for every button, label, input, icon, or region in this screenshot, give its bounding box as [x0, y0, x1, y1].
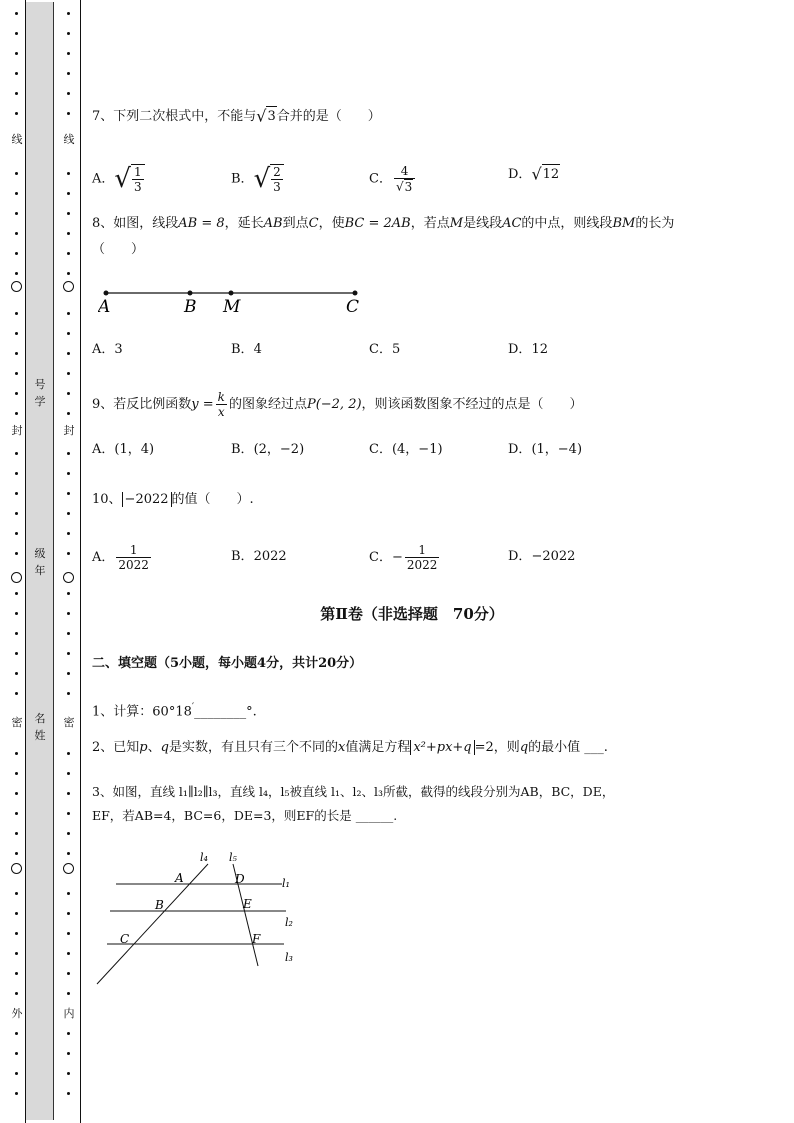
- binding-dot: [67, 172, 70, 175]
- seal-char: 外: [11, 1007, 23, 1020]
- q9-option-b: B．(2，−2): [231, 442, 305, 457]
- binding-dot: [67, 392, 70, 395]
- label-l5: l₅: [229, 851, 237, 864]
- binding-dot: [15, 652, 18, 655]
- binding-dot: [67, 192, 70, 195]
- binding-dot: [67, 692, 70, 695]
- label-l4: l₄: [200, 851, 208, 864]
- binding-dot: [15, 632, 18, 635]
- binding-dot: [15, 32, 18, 35]
- binding-dot: [15, 252, 18, 255]
- binding-dot: [15, 912, 18, 915]
- label-a: A: [98, 297, 111, 317]
- q9-option-c: C．(4，−1): [369, 442, 443, 457]
- binding-dot: [67, 472, 70, 475]
- q7-option-a: A．√ $\frac{1}{3}$: [92, 164, 145, 194]
- seal-char: 内: [63, 1007, 75, 1020]
- binding-dot: [67, 832, 70, 835]
- binding-dot: [15, 52, 18, 55]
- binding-dot: [15, 192, 18, 195]
- point-a: [104, 291, 109, 296]
- binding-dot: [15, 852, 18, 855]
- binding-dot: [67, 92, 70, 95]
- q8-option-a: A．3: [92, 342, 123, 357]
- binding-dot: [15, 492, 18, 495]
- binding-dot: [15, 1092, 18, 1095]
- binding-dot: [67, 592, 70, 595]
- point-c: [353, 291, 358, 296]
- binding-circle: [11, 863, 22, 874]
- binding-circle: [11, 572, 22, 583]
- binding-dot: [15, 752, 18, 755]
- q9-option-a: A．(1，4): [92, 442, 155, 457]
- exam-content: [92, 0, 772, 1123]
- segment-figure: [98, 280, 368, 320]
- seal-char: 密: [11, 716, 23, 729]
- q10-option-a: A． $\frac{1}{2022}$: [92, 543, 149, 572]
- binding-dot: [67, 932, 70, 935]
- binding-dot: [67, 372, 70, 375]
- binding-dot: [67, 52, 70, 55]
- binding-dot: [67, 72, 70, 75]
- binding-dot: [67, 532, 70, 535]
- binding-dot: [67, 1072, 70, 1075]
- label-point-c: C: [120, 932, 130, 946]
- binding-dot: [67, 492, 70, 495]
- label-point-a: A: [175, 871, 184, 885]
- seal-char: 线: [11, 133, 23, 146]
- fill-question-2: 2、已知p、q是实数，有且只有三个不同的x值满足方程 x²+px+q =2，则q的最小值 ___.: [92, 740, 608, 755]
- q10-option-c: C．− $\frac{1}{2022}$: [369, 543, 438, 572]
- student-id-label: 号 学: [34, 378, 46, 408]
- binding-dot: [15, 692, 18, 695]
- binding-dot: [15, 472, 18, 475]
- q7-option-b: B．√ $\frac{2}{3}$: [231, 164, 284, 194]
- q10-option-b: B．2022: [231, 549, 287, 564]
- binding-dot: [15, 332, 18, 335]
- binding-dot: [15, 272, 18, 275]
- q8-option-d: D．12: [508, 342, 548, 357]
- binding-dot: [67, 112, 70, 115]
- binding-dot: [15, 232, 18, 235]
- question-7: 7、下列二次根式中，不能与√3合并的是（ ）: [92, 106, 381, 126]
- label-c: C: [346, 297, 360, 317]
- binding-dot: [67, 812, 70, 815]
- label-point-e: E: [243, 897, 252, 911]
- fill-question-3-line2: EF，若AB=4，BC=6，DE=3，则EF的长是 ______.: [92, 808, 398, 823]
- binding-dot: [67, 972, 70, 975]
- absolute-value: −2022: [122, 492, 172, 507]
- binding-dot: [15, 892, 18, 895]
- binding-dot: [15, 812, 18, 815]
- binding-dot: [67, 912, 70, 915]
- binding-dot: [15, 672, 18, 675]
- binding-dot: [67, 792, 70, 795]
- binding-inner-line: [80, 0, 81, 1123]
- binding-dot: [15, 612, 18, 615]
- binding-dot: [67, 212, 70, 215]
- label-l2: l₂: [285, 916, 293, 929]
- binding-dot: [67, 652, 70, 655]
- label-l1: l₁: [282, 877, 290, 890]
- fill-question-1: 1、计算：60°18′________°.: [92, 702, 257, 720]
- label-point-d: D: [235, 872, 245, 886]
- seal-char: 封: [63, 424, 75, 437]
- binding-dot: [15, 932, 18, 935]
- binding-dot: [15, 952, 18, 955]
- binding-dot: [67, 1032, 70, 1035]
- binding-dot: [67, 252, 70, 255]
- binding-dot: [67, 512, 70, 515]
- binding-dot: [15, 1032, 18, 1035]
- seal-char: 线: [63, 133, 75, 146]
- binding-dot: [15, 592, 18, 595]
- binding-circle: [63, 281, 74, 292]
- q7-option-c: C． $\frac{4}{√3}$: [369, 164, 417, 194]
- binding-circle: [11, 281, 22, 292]
- binding-dot: [67, 992, 70, 995]
- binding-dot: [15, 772, 18, 775]
- binding-dot: [67, 852, 70, 855]
- q9-option-d: D．(1，−4): [508, 442, 583, 457]
- binding-dot: [67, 892, 70, 895]
- binding-dot: [67, 632, 70, 635]
- q8-option-b: B．4: [231, 342, 262, 357]
- binding-dot: [15, 12, 18, 15]
- binding-dot: [15, 112, 18, 115]
- binding-margin: [0, 0, 82, 1123]
- binding-dot: [67, 272, 70, 275]
- q7-option-d: D．√12: [508, 164, 560, 184]
- binding-dot: [15, 412, 18, 415]
- question-10: 10、 −2022 的值（ ）.: [92, 492, 254, 507]
- seal-char: 封: [11, 424, 23, 437]
- binding-dot: [67, 1052, 70, 1055]
- binding-dot: [15, 1052, 18, 1055]
- binding-dot: [67, 752, 70, 755]
- label-m: M: [223, 297, 241, 317]
- binding-dot: [15, 552, 18, 555]
- binding-dot: [67, 312, 70, 315]
- fill-question-3: 3、如图，直线 l₁∥l₂∥l₃，直线 l₄，l₅被直线 l₁、l₂、l₃所截，截得的线段分别为AB，BC，DE，: [92, 784, 615, 799]
- point-b: [188, 291, 193, 296]
- question-9: 9、若反比例函数y = $\frac{k}{x}$ 的图象经过点P(−2, 2)，则该函数图象不经过的点是（ ）: [92, 390, 583, 419]
- label-b: B: [184, 297, 197, 317]
- label-point-f: F: [252, 932, 261, 946]
- question-8: 8、如图，线段AB = 8，延长AB到点C，使BC = 2AB，若点M是线段AC的中点，则线段BM的长为: [92, 216, 675, 231]
- inner-dotted-seal-line: [62, 0, 76, 1123]
- binding-dot: [15, 1072, 18, 1075]
- binding-dot: [67, 452, 70, 455]
- binding-dot: [15, 392, 18, 395]
- binding-dot: [67, 332, 70, 335]
- binding-dot: [15, 972, 18, 975]
- binding-dot: [15, 792, 18, 795]
- parallel-lines-figure: [92, 845, 332, 990]
- q10-option-d: D．−2022: [508, 549, 576, 564]
- line-l4: [97, 864, 208, 984]
- binding-dot: [15, 372, 18, 375]
- question-8-line2: （ ）: [92, 242, 145, 257]
- binding-dot: [67, 772, 70, 775]
- binding-dot: [15, 532, 18, 535]
- part-title: 二、填空题（5小题，每小题4分，共计20分）: [92, 656, 363, 671]
- binding-dot: [67, 232, 70, 235]
- section-title: 第Ⅱ卷（非选择题 70分）: [320, 605, 504, 623]
- binding-circle: [63, 572, 74, 583]
- binding-dot: [15, 172, 18, 175]
- binding-dot: [15, 512, 18, 515]
- point-m: [229, 291, 234, 296]
- binding-circle: [63, 863, 74, 874]
- grade-label: 级 年: [34, 547, 46, 577]
- binding-dot: [15, 212, 18, 215]
- binding-dot: [15, 992, 18, 995]
- label-point-b: B: [155, 898, 164, 912]
- binding-dot: [67, 12, 70, 15]
- q8-option-c: C．5: [369, 342, 401, 357]
- binding-dot: [15, 452, 18, 455]
- binding-dot: [67, 552, 70, 555]
- binding-dot: [67, 352, 70, 355]
- binding-dot: [67, 672, 70, 675]
- binding-dot: [15, 92, 18, 95]
- binding-dot: [67, 32, 70, 35]
- seal-char: 密: [63, 716, 75, 729]
- label-l3: l₃: [285, 951, 293, 964]
- binding-dot: [15, 352, 18, 355]
- binding-dot: [67, 1092, 70, 1095]
- sqrt-expression: √3: [256, 106, 276, 126]
- binding-dot: [15, 832, 18, 835]
- binding-dot: [67, 412, 70, 415]
- binding-dot: [67, 952, 70, 955]
- binding-dot: [15, 312, 18, 315]
- name-label: 名 姓: [34, 712, 46, 742]
- outer-dotted-seal-line: [10, 0, 24, 1123]
- binding-dot: [67, 612, 70, 615]
- binding-dot: [15, 72, 18, 75]
